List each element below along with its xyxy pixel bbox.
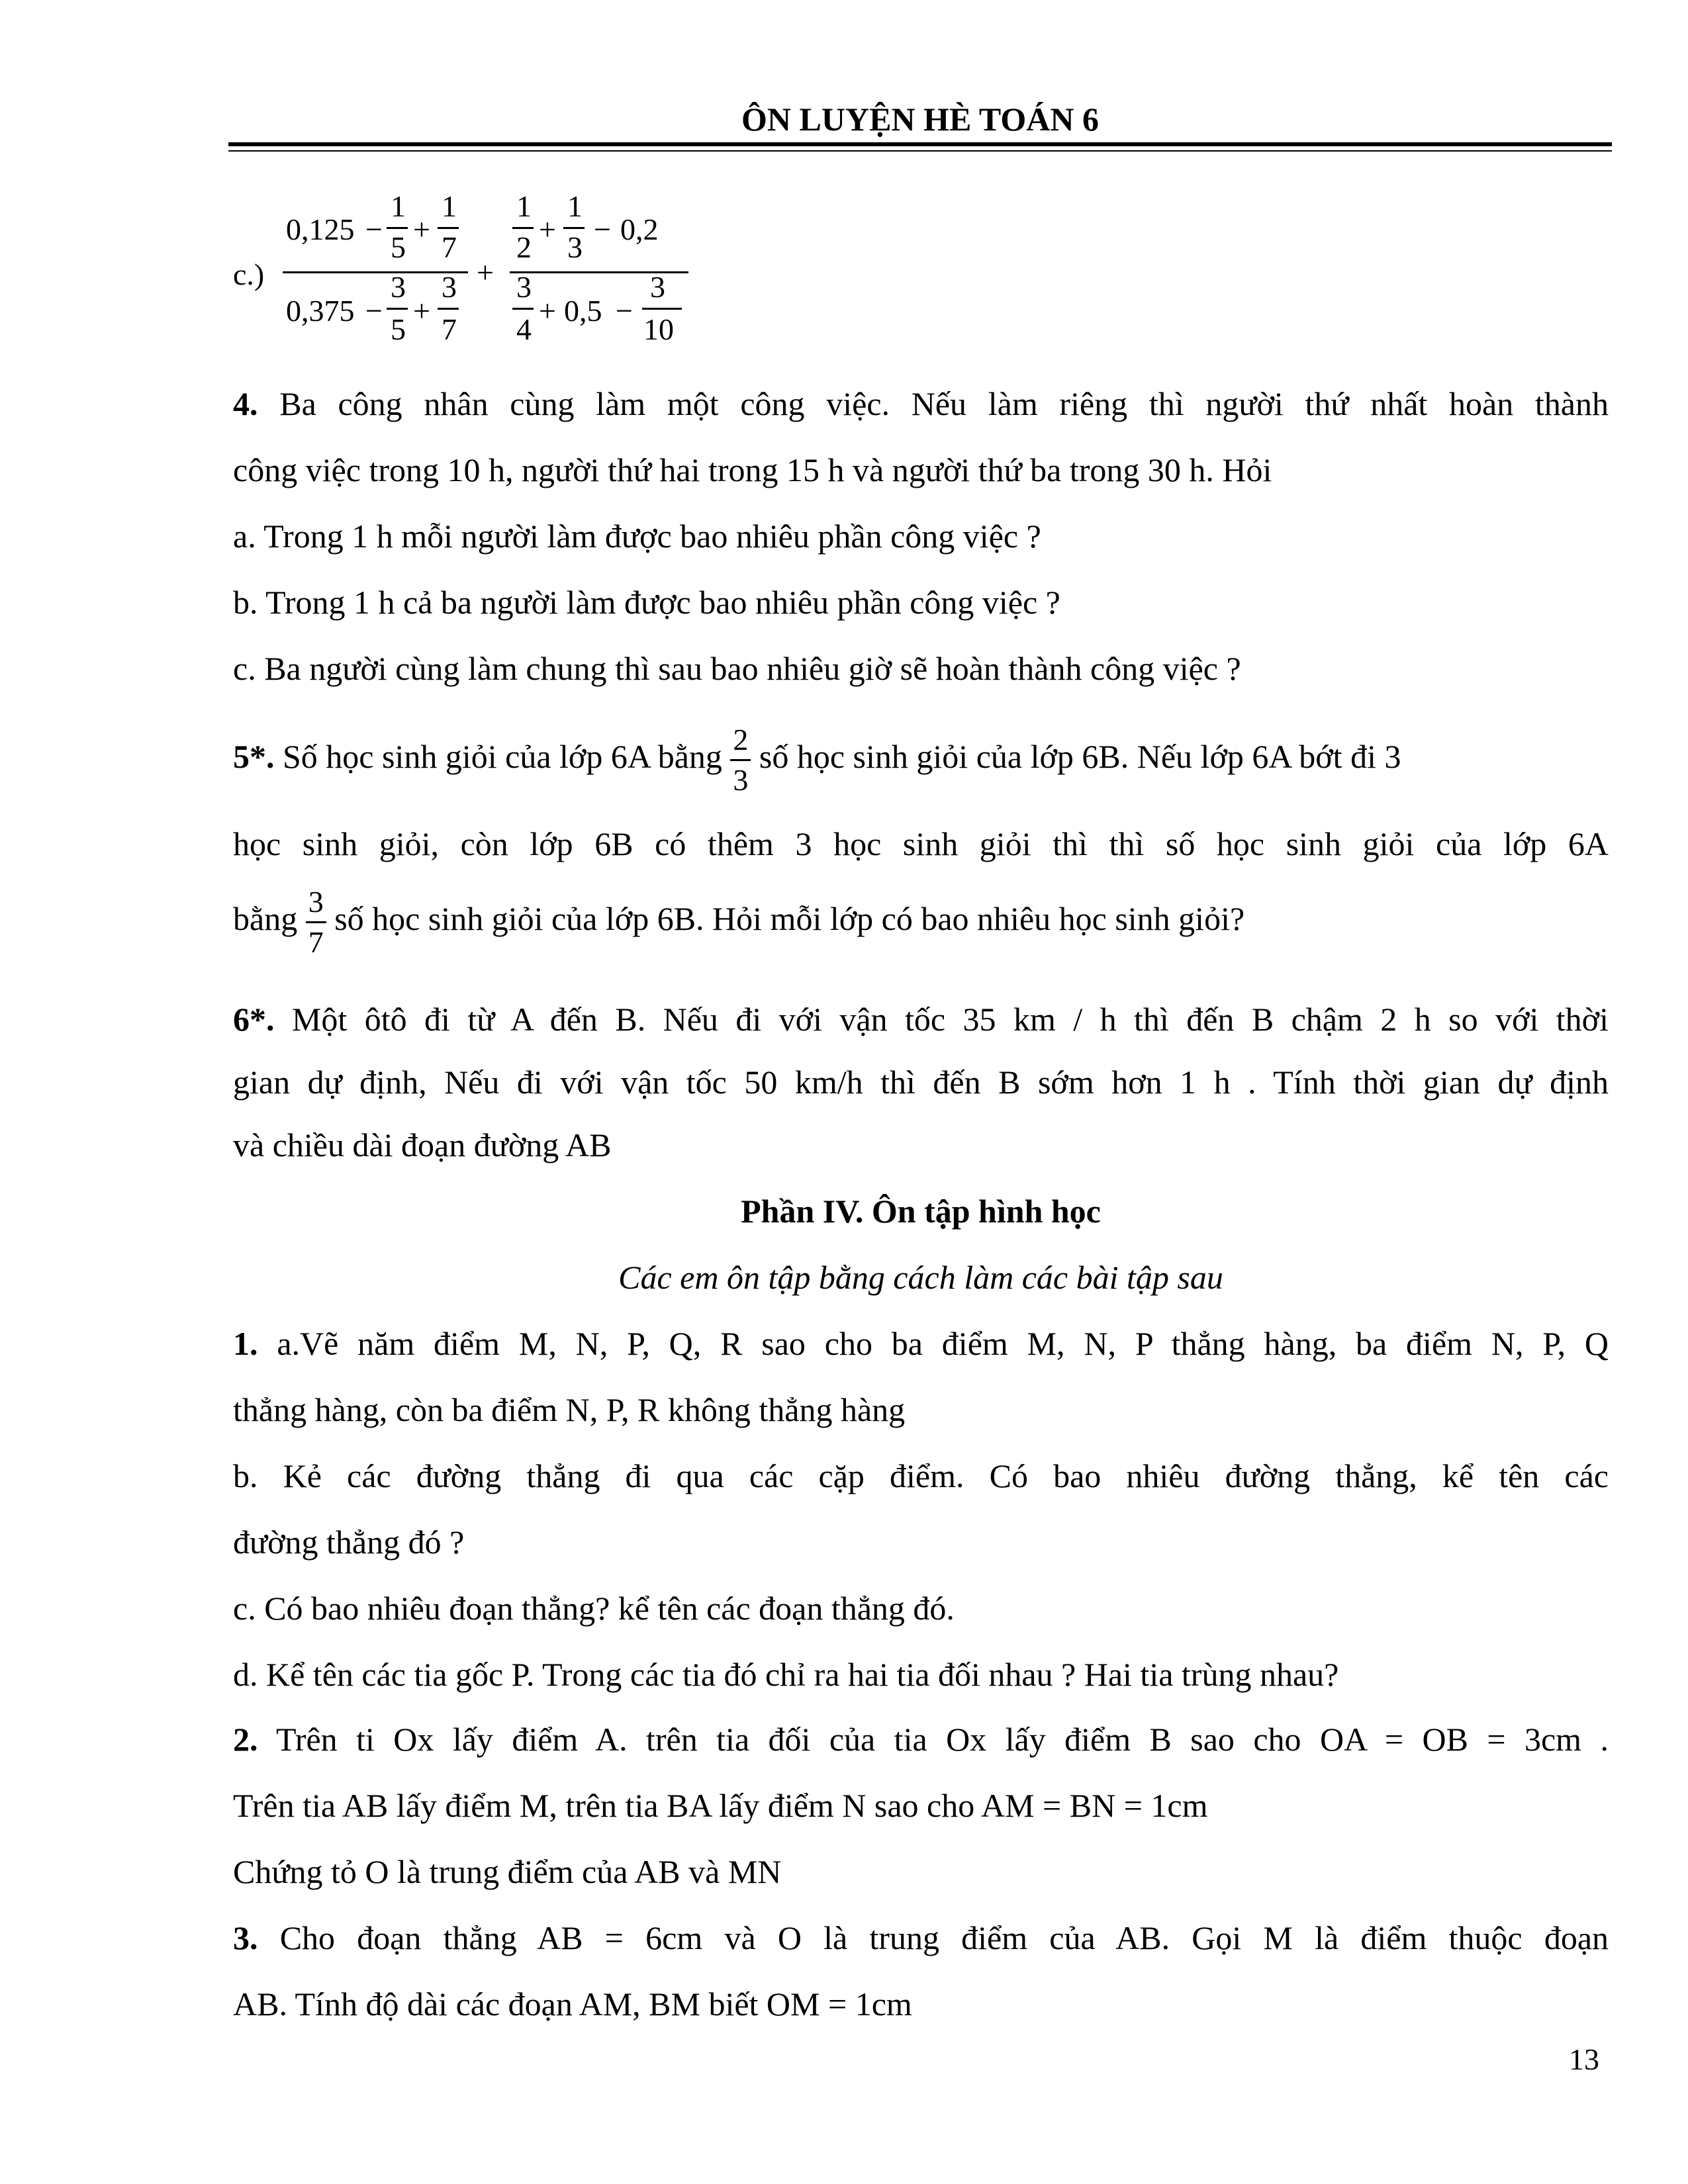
p6-text-1: Một ôtô đi từ A đến B. Nếu đi với vận tốc 35 km / h thì đến B chậm 2 h so với thời bbox=[291, 1001, 1609, 1038]
p5-text-1b: số học sinh giỏi của lớp 6B. Nếu lớp 6A bớt đi 3 bbox=[759, 737, 1401, 775]
g2-line-2: Trên tia AB lấy điểm M, trên tia BA lấy điểm N sao cho AM = BN = 1cm bbox=[233, 1787, 1208, 1824]
num2-f1-bar bbox=[512, 227, 534, 229]
p4-text-1: Ba công nhân cùng làm một công việc. Nếu làm riêng thì người thứ nhất hoàn thành bbox=[279, 385, 1609, 422]
p4-number: 4. bbox=[233, 385, 258, 422]
den2-op2: − bbox=[616, 294, 633, 328]
expression-c bbox=[233, 189, 763, 367]
middle-plus: + bbox=[477, 255, 494, 289]
num1-a: 0,125 bbox=[286, 212, 355, 246]
den2-op1: + bbox=[539, 294, 556, 328]
g3-line-2: AB. Tính độ dài các đoạn AM, BM biết OM = 1cm bbox=[233, 1985, 912, 2023]
p6-line-1 bbox=[233, 999, 1609, 1039]
p5-f2-den: 7 bbox=[308, 925, 324, 959]
p5-line-2: học sinh giỏi, còn lớp 6B có thêm 3 học sinh giỏi thì thì số học sinh giỏi của lớp 6A bbox=[233, 825, 1609, 862]
p6-line-3: và chiều dài đoạn đường AB bbox=[233, 1126, 612, 1163]
p5-text-1a: Số học sinh giỏi của lớp 6A bằng bbox=[283, 737, 722, 775]
fraction1-main-bar bbox=[283, 271, 468, 273]
num1-f1d: 5 bbox=[391, 230, 406, 264]
g1-item-c: c. Có bao nhiêu đoạn thẳng? kể tên các đoạn thẳng đó. bbox=[233, 1590, 955, 1627]
g1-text-1: a.Vẽ năm điểm M, N, P, Q, R sao cho ba điểm M, N, P thẳng hàng, ba điểm N, P, Q bbox=[277, 1325, 1609, 1362]
num1-f2d: 7 bbox=[442, 230, 457, 264]
p5-f1-num: 2 bbox=[730, 725, 751, 761]
num1-op2: + bbox=[413, 212, 430, 246]
g1-line-2: thẳng hàng, còn ba điểm N, P, R không thẳng hàng bbox=[233, 1391, 906, 1428]
section-subtitle: Các em ôn tập bằng cách làm các bài tập sau bbox=[618, 1259, 1223, 1296]
num2-f1n: 1 bbox=[516, 189, 532, 223]
p5-line-3 bbox=[233, 887, 1609, 958]
den1-f2n: 3 bbox=[442, 270, 457, 304]
page-header-title: ÔN LUYỆN HÈ TOÁN 6 bbox=[741, 101, 1099, 138]
den1-f1n: 3 bbox=[391, 270, 406, 304]
p4-line-2: công việc trong 10 h, người thứ hai trong 15 h và người thứ ba trong 30 h. Hỏi bbox=[233, 451, 1272, 488]
p5-f2-num: 3 bbox=[306, 887, 326, 923]
g1-line-1 bbox=[233, 1324, 1609, 1363]
den2-f1d: 4 bbox=[516, 312, 532, 346]
den1-f1d: 5 bbox=[391, 312, 406, 346]
num2-f2-bar bbox=[563, 227, 585, 229]
p5-fraction-2 bbox=[306, 887, 326, 958]
den2-f2-bar bbox=[642, 308, 682, 310]
p5-number: 5*. bbox=[233, 737, 275, 775]
num2-f2d: 3 bbox=[567, 230, 583, 264]
den2-mid: 0,5 bbox=[564, 294, 602, 328]
g3-text-1: Cho đoạn thẳng AB = 6cm và O là trung điểm của AB. Gọi M là điểm thuộc đoạn bbox=[279, 1919, 1609, 1956]
p4-line-1 bbox=[233, 384, 1609, 424]
g1-item-b-1: b. Kẻ các đường thẳng đi qua các cặp điểm. Có bao nhiêu đường thẳng, kể tên các bbox=[233, 1457, 1609, 1494]
den2-f1n: 3 bbox=[516, 270, 532, 304]
g1-number: 1. bbox=[233, 1325, 258, 1362]
section-title: Phần IV. Ôn tập hình học bbox=[741, 1193, 1101, 1230]
g3-line-1 bbox=[233, 1918, 1609, 1958]
p6-number: 6*. bbox=[233, 1001, 275, 1038]
den1-f1-bar bbox=[387, 308, 408, 310]
g1-item-b-2: đường thẳng đó ? bbox=[233, 1524, 465, 1561]
den1-a: 0,375 bbox=[286, 294, 355, 328]
g2-number: 2. bbox=[233, 1721, 258, 1758]
num1-f2-bar bbox=[438, 227, 459, 229]
p5-text-3a: bằng bbox=[233, 899, 298, 937]
den1-f2-bar bbox=[438, 308, 459, 310]
p6-line-2: gian dự định, Nếu đi với vận tốc 50 km/h thì đến B sớm hơn 1 h . Tính thời gian dự định bbox=[233, 1064, 1609, 1101]
header-rule-thin bbox=[228, 150, 1612, 152]
p5-line-1 bbox=[233, 725, 1609, 796]
num2-f2n: 1 bbox=[567, 189, 583, 223]
num2-op1: + bbox=[539, 212, 556, 246]
p4-item-b: b. Trong 1 h cả ba người làm được bao nhiêu phần công việc ? bbox=[233, 584, 1060, 621]
den1-f2d: 7 bbox=[442, 312, 457, 346]
num1-f1n: 1 bbox=[391, 189, 406, 223]
p4-item-c: c. Ba người cùng làm chung thì sau bao nhiêu giờ sẽ hoàn thành công việc ? bbox=[233, 650, 1241, 687]
num1-f1-bar bbox=[387, 227, 408, 229]
den2-f1-bar bbox=[512, 308, 534, 310]
g3-number: 3. bbox=[233, 1919, 258, 1956]
den1-op2: + bbox=[413, 294, 430, 328]
g1-item-d: d. Kể tên các tia gốc P. Trong các tia đó chỉ ra hai tia đối nhau ? Hai tia trùng nhau? bbox=[233, 1656, 1339, 1693]
p5-fraction-1 bbox=[730, 725, 751, 796]
g2-text-1: Trên ti Ox lấy điểm A. trên tia đối của tia Ox lấy điểm B sao cho OA = OB = 3cm . bbox=[276, 1721, 1609, 1758]
g2-line-1 bbox=[233, 1719, 1609, 1759]
den1-op1: − bbox=[365, 294, 383, 328]
num2-b: 0,2 bbox=[620, 212, 659, 246]
p5-text-3b: số học sinh giỏi của lớp 6B. Hỏi mỗi lớp có bao nhiêu học sinh giỏi? bbox=[334, 899, 1245, 937]
den2-f2n: 3 bbox=[650, 270, 665, 304]
page-number: 13 bbox=[1569, 2042, 1599, 2076]
expression-label: c.) bbox=[233, 257, 265, 291]
den2-f2d: 10 bbox=[643, 312, 674, 346]
header-rule-thick bbox=[228, 142, 1612, 146]
num2-op2: − bbox=[594, 212, 611, 246]
num1-op1: − bbox=[365, 212, 383, 246]
num1-f2n: 1 bbox=[442, 189, 457, 223]
g2-line-3: Chứng tỏ O là trung điểm của AB và MN bbox=[233, 1853, 782, 1890]
p5-f1-den: 3 bbox=[733, 763, 749, 797]
num2-f1d: 2 bbox=[516, 230, 532, 264]
p4-item-a: a. Trong 1 h mỗi người làm được bao nhiêu phần công việc ? bbox=[233, 518, 1041, 555]
